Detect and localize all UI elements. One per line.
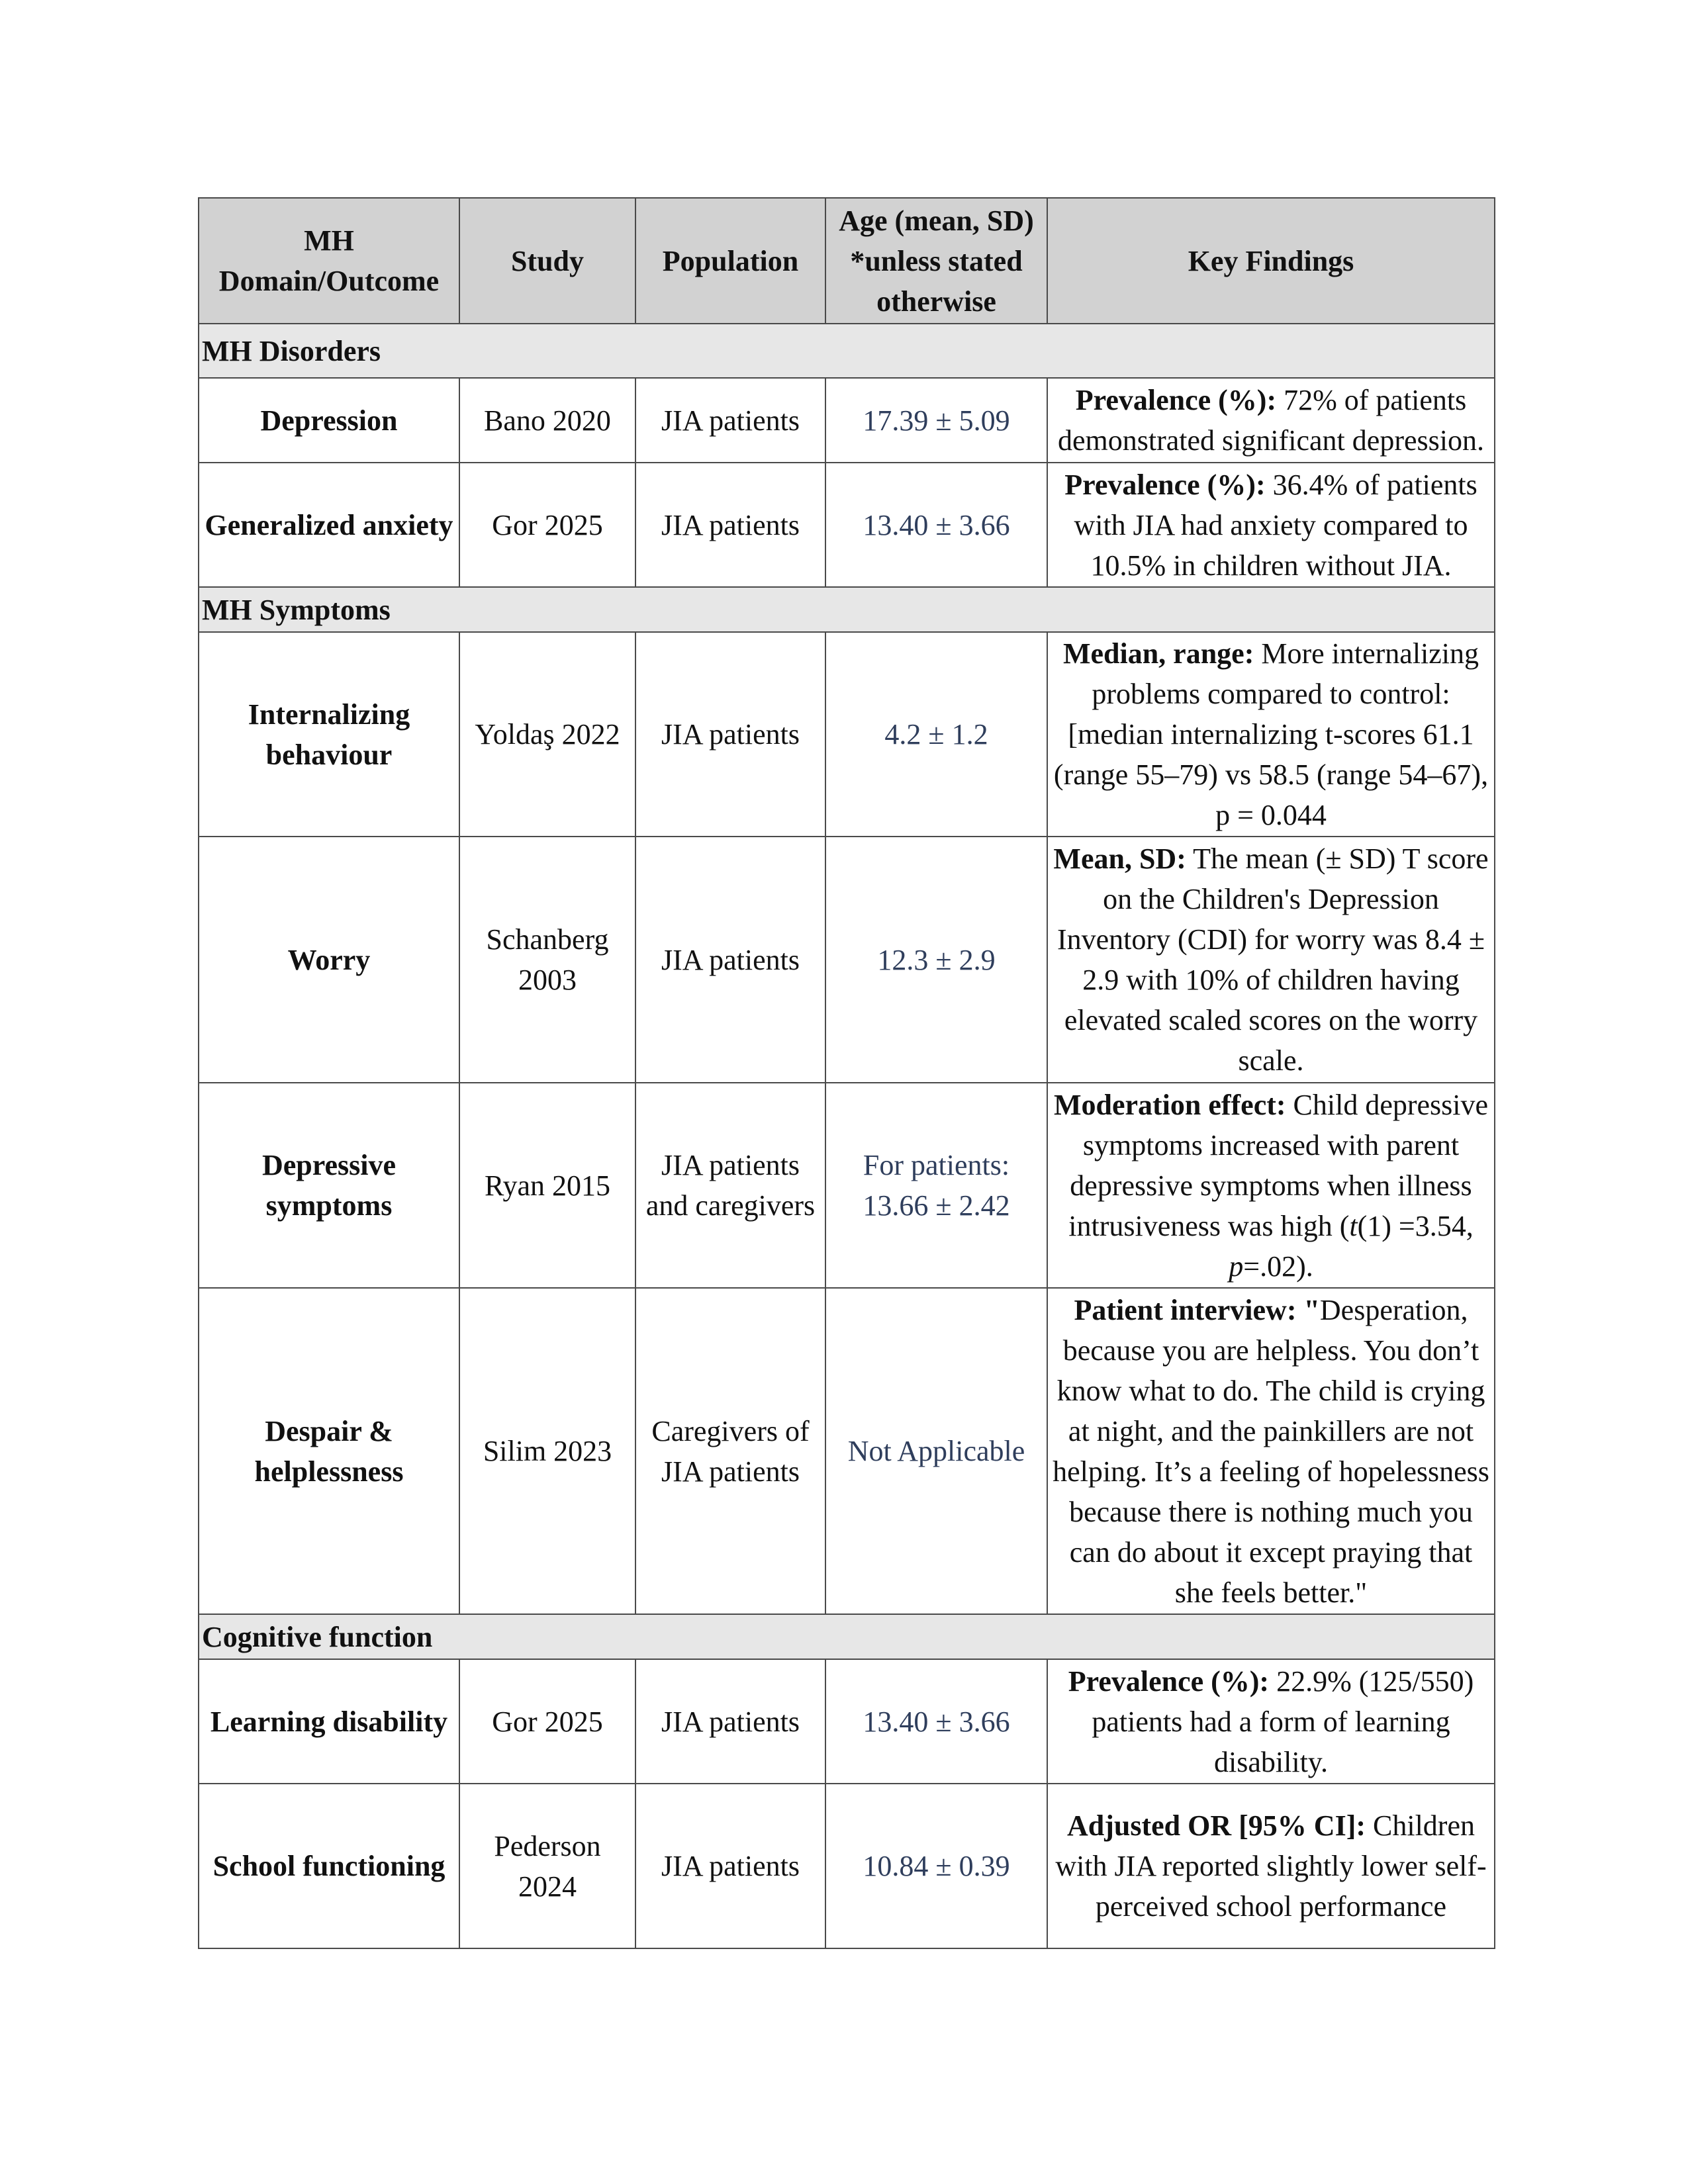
finding-label: Patient interview: ": [1074, 1293, 1320, 1326]
outcome-cell: Despair & helplessness: [199, 1288, 459, 1614]
study-cell: Schanberg 2003: [459, 837, 635, 1083]
outcome-cell: Worry: [199, 837, 459, 1083]
findings-cell: [1047, 1288, 1495, 1614]
finding-text: (1) =3.54,: [1357, 1209, 1474, 1242]
finding-label: Prevalence (%):: [1064, 468, 1266, 501]
section-row: [199, 587, 1495, 632]
study-cell: Gor 2025: [459, 463, 635, 587]
header-population: Population: [635, 198, 825, 324]
outcome-cell: Generalized anxiety: [199, 463, 459, 587]
table-row: [199, 1083, 1495, 1288]
population-cell: JIA patients: [635, 1659, 825, 1784]
age-cell: 13.40 ± 3.66: [825, 463, 1047, 587]
outcome-cell: Internalizing behaviour: [199, 632, 459, 837]
finding-text: Desperation, because you are helpless. You don’t know what to do. The child is crying at night, and the painkillers are not helping. It’s a feeling of hopelessness because there is nothing much you can do about it except praying that she feels better.": [1053, 1293, 1489, 1609]
table-row: [199, 1784, 1495, 1948]
finding-text: Children with JIA reported slightly lower self-perceived school performance: [1055, 1809, 1487, 1923]
population-cell: JIA patients: [635, 837, 825, 1083]
finding-label: Mean, SD:: [1053, 842, 1186, 875]
study-cell: Gor 2025: [459, 1659, 635, 1784]
population-cell: JIA patients: [635, 632, 825, 837]
age-cell: 17.39 ± 5.09: [825, 378, 1047, 463]
findings-cell: [1047, 1083, 1495, 1288]
table-row: [199, 1659, 1495, 1784]
finding-label: Prevalence (%):: [1075, 384, 1277, 416]
finding-stat-t: t: [1349, 1209, 1358, 1242]
table-row: [199, 378, 1495, 463]
mental-health-findings-table: [198, 197, 1495, 1949]
findings-cell: [1047, 1784, 1495, 1948]
header-study: Study: [459, 198, 635, 324]
age-cell: 4.2 ± 1.2: [825, 632, 1047, 837]
population-cell: JIA patients and caregivers: [635, 1083, 825, 1288]
study-cell: Pederson 2024: [459, 1784, 635, 1948]
age-cell: 13.40 ± 3.66: [825, 1659, 1047, 1784]
finding-text: The mean (± SD) T score on the Children's Depression Inventory (CDI) for worry was 8.4 ± 2.9 with 10% of children having elevated scaled scores on the worry scale.: [1056, 842, 1489, 1077]
section-cognitive-function: Cognitive function: [199, 1614, 1495, 1659]
finding-label: Median, range:: [1062, 637, 1254, 670]
age-cell: For patients: 13.66 ± 2.42: [825, 1083, 1047, 1288]
findings-cell: [1047, 463, 1495, 587]
table-row: [199, 632, 1495, 837]
population-cell: JIA patients: [635, 378, 825, 463]
section-row: [199, 324, 1495, 378]
age-cell: 10.84 ± 0.39: [825, 1784, 1047, 1948]
population-cell: JIA patients: [635, 463, 825, 587]
outcome-cell: Learning disability: [199, 1659, 459, 1784]
finding-label: Moderation effect:: [1053, 1088, 1286, 1121]
header-outcome: MH Domain/Outcome: [199, 198, 459, 324]
table-row: [199, 1288, 1495, 1614]
outcome-cell: School functioning: [199, 1784, 459, 1948]
finding-text: 22.9% (125/550) patients had a form of learning disability.: [1092, 1664, 1474, 1778]
finding-text: More internalizing problems compared to control: [median internalizing t-scores 61.1 (range 55–79) vs 58.5 (range 54–67), p = 0.044: [1053, 637, 1489, 831]
age-cell: 12.3 ± 2.9: [825, 837, 1047, 1083]
finding-text: 36.4% of patients with JIA had anxiety compared to 10.5% in children without JIA.: [1074, 468, 1477, 582]
section-row: [199, 1614, 1495, 1659]
finding-text: Child depressive symptoms increased with parent depressive symptoms when illness intrusiveness was high (: [1068, 1088, 1489, 1242]
header-row: [199, 198, 1495, 324]
findings-cell: [1047, 632, 1495, 837]
study-cell: Bano 2020: [459, 378, 635, 463]
finding-text: 72% of patients demonstrated significant depression.: [1058, 384, 1484, 457]
section-mh-disorders: MH Disorders: [199, 324, 1495, 378]
study-cell: Ryan 2015: [459, 1083, 635, 1288]
age-cell: Not Applicable: [825, 1288, 1047, 1614]
finding-stat-p: p: [1229, 1250, 1244, 1283]
finding-label: Prevalence (%):: [1068, 1664, 1270, 1698]
table-row: [199, 837, 1495, 1083]
population-cell: Caregivers of JIA patients: [635, 1288, 825, 1614]
findings-cell: [1047, 837, 1495, 1083]
study-cell: Yoldaş 2022: [459, 632, 635, 837]
outcome-cell: Depressive symptoms: [199, 1083, 459, 1288]
table-row: [199, 463, 1495, 587]
header-key-findings: Key Findings: [1047, 198, 1495, 324]
header-age: Age (mean, SD) *unless stated otherwise: [825, 198, 1047, 324]
findings-cell: [1047, 1659, 1495, 1784]
outcome-cell: Depression: [199, 378, 459, 463]
section-mh-symptoms: MH Symptoms: [199, 587, 1495, 632]
finding-label: Adjusted OR [95% CI]:: [1067, 1809, 1366, 1842]
findings-cell: [1047, 378, 1495, 463]
study-cell: Silim 2023: [459, 1288, 635, 1614]
finding-text: =.02).: [1243, 1250, 1313, 1283]
population-cell: JIA patients: [635, 1784, 825, 1948]
